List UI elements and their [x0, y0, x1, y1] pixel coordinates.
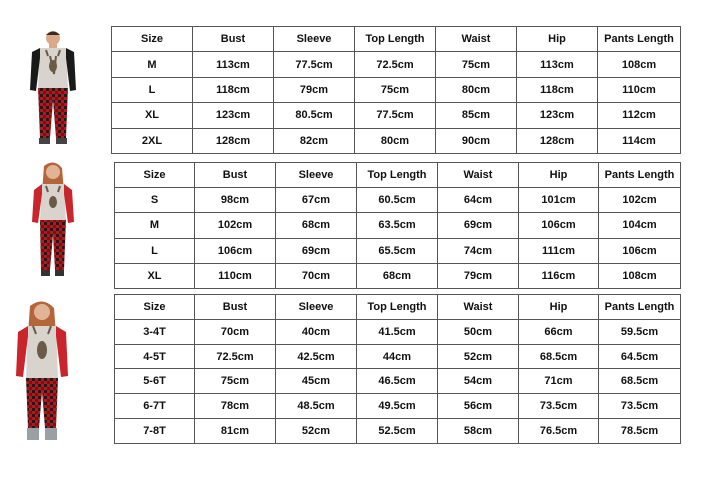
adult-man-figure: [22, 28, 82, 154]
measurement-cell: 75cm: [355, 77, 436, 102]
measurement-cell: 74cm: [438, 238, 519, 263]
measurement-cell: 52cm: [438, 344, 519, 369]
measurement-cell: 69cm: [438, 213, 519, 238]
table-row: [115, 319, 681, 344]
header-cell: Bust: [195, 295, 276, 320]
measurement-cell: 98cm: [195, 188, 276, 213]
header-cell: Hip: [519, 295, 599, 320]
measurement-cell: 118cm: [517, 77, 598, 102]
size-cell: 4-5T: [115, 344, 195, 369]
measurement-cell: 70cm: [195, 319, 276, 344]
measurement-cell: 80.5cm: [274, 103, 355, 128]
header-cell: Top Length: [357, 163, 438, 188]
measurement-cell: 71cm: [519, 369, 599, 394]
measurement-cell: 123cm: [193, 103, 274, 128]
size-cell: XL: [112, 103, 193, 128]
measurement-cell: 52cm: [276, 419, 357, 444]
measurement-cell: 70cm: [276, 263, 357, 288]
measurement-cell: 73.5cm: [599, 394, 681, 419]
size-cell: S: [115, 188, 195, 213]
header-cell: Hip: [519, 163, 599, 188]
measurement-cell: 64.5cm: [599, 344, 681, 369]
header-cell: Sleeve: [276, 295, 357, 320]
measurement-cell: 106cm: [195, 238, 276, 263]
header-cell: Size: [115, 295, 195, 320]
header-cell: Bust: [195, 163, 276, 188]
size-table-kids: [114, 294, 681, 444]
measurement-cell: 65.5cm: [357, 238, 438, 263]
header-cell: Sleeve: [274, 27, 355, 52]
size-cell: 3-4T: [115, 319, 195, 344]
measurement-cell: 75cm: [195, 369, 276, 394]
measurement-cell: 58cm: [438, 419, 519, 444]
measurement-cell: 102cm: [599, 188, 681, 213]
table-row: [112, 128, 681, 153]
table-row: [115, 419, 681, 444]
measurement-cell: 82cm: [274, 128, 355, 153]
adult-woman-reindeer-pajama-figure-icon: [26, 162, 80, 288]
measurement-cell: 72.5cm: [195, 344, 276, 369]
size-cell: 5-6T: [115, 369, 195, 394]
table-header-row: [112, 27, 681, 52]
header-cell: Bust: [193, 27, 274, 52]
measurement-cell: 85cm: [436, 103, 517, 128]
size-cell: 7-8T: [115, 419, 195, 444]
measurement-cell: 77.5cm: [274, 52, 355, 77]
size-cell: M: [115, 213, 195, 238]
measurement-cell: 128cm: [193, 128, 274, 153]
measurement-cell: 118cm: [193, 77, 274, 102]
header-cell: Top Length: [357, 295, 438, 320]
measurement-cell: 76.5cm: [519, 419, 599, 444]
measurement-cell: 48.5cm: [276, 394, 357, 419]
measurement-cell: 67cm: [276, 188, 357, 213]
adult-man-reindeer-pajama-figure-icon: [22, 28, 82, 154]
measurement-cell: 106cm: [519, 213, 599, 238]
measurement-cell: 114cm: [598, 128, 681, 153]
measurement-cell: 77.5cm: [355, 103, 436, 128]
measurement-cell: 106cm: [599, 238, 681, 263]
header-cell: Waist: [436, 27, 517, 52]
measurement-cell: 45cm: [276, 369, 357, 394]
measurement-cell: 73.5cm: [519, 394, 599, 419]
measurement-cell: 64cm: [438, 188, 519, 213]
measurement-cell: 68.5cm: [599, 369, 681, 394]
measurement-cell: 112cm: [598, 103, 681, 128]
size-cell: L: [115, 238, 195, 263]
measurement-cell: 41.5cm: [357, 319, 438, 344]
header-cell: Hip: [517, 27, 598, 52]
measurement-cell: 44cm: [357, 344, 438, 369]
table-header-row: [115, 295, 681, 320]
measurement-cell: 68cm: [276, 213, 357, 238]
measurement-cell: 68.5cm: [519, 344, 599, 369]
measurement-cell: 50cm: [438, 319, 519, 344]
measurement-cell: 113cm: [517, 52, 598, 77]
measurement-cell: 81cm: [195, 419, 276, 444]
measurement-cell: 42.5cm: [276, 344, 357, 369]
table-row: [112, 103, 681, 128]
measurement-cell: 56cm: [438, 394, 519, 419]
measurement-cell: 110cm: [195, 263, 276, 288]
measurement-cell: 102cm: [195, 213, 276, 238]
measurement-cell: 128cm: [517, 128, 598, 153]
header-cell: Waist: [438, 163, 519, 188]
table-row: [115, 263, 681, 288]
table-row: [115, 394, 681, 419]
measurement-cell: 68cm: [357, 263, 438, 288]
measurement-cell: 90cm: [436, 128, 517, 153]
header-cell: Sleeve: [276, 163, 357, 188]
measurement-cell: 80cm: [355, 128, 436, 153]
measurement-cell: 78cm: [195, 394, 276, 419]
size-cell: 2XL: [112, 128, 193, 153]
measurement-cell: 123cm: [517, 103, 598, 128]
measurement-cell: 69cm: [276, 238, 357, 263]
table-row: [115, 369, 681, 394]
measurement-cell: 111cm: [519, 238, 599, 263]
measurement-cell: 104cm: [599, 213, 681, 238]
header-cell: Top Length: [355, 27, 436, 52]
table-row: [115, 344, 681, 369]
measurement-cell: 49.5cm: [357, 394, 438, 419]
size-table-adult-men: [111, 26, 681, 154]
kid-girl-figure: [14, 300, 72, 445]
measurement-cell: 79cm: [274, 77, 355, 102]
adult-woman-figure: [26, 162, 80, 288]
header-cell: Waist: [438, 295, 519, 320]
measurement-cell: 75cm: [436, 52, 517, 77]
measurement-cell: 80cm: [436, 77, 517, 102]
header-cell: Size: [115, 163, 195, 188]
table-row: [112, 52, 681, 77]
measurement-cell: 72.5cm: [355, 52, 436, 77]
header-cell: Pants Length: [599, 163, 681, 188]
size-cell: 6-7T: [115, 394, 195, 419]
header-cell: Size: [112, 27, 193, 52]
kid-girl-reindeer-pajama-figure-icon: [14, 300, 72, 445]
table-row: [115, 238, 681, 263]
measurement-cell: 113cm: [193, 52, 274, 77]
measurement-cell: 110cm: [598, 77, 681, 102]
size-table-adult-women: [114, 162, 681, 289]
measurement-cell: 46.5cm: [357, 369, 438, 394]
measurement-cell: 101cm: [519, 188, 599, 213]
size-cell: XL: [115, 263, 195, 288]
table-header-row: [115, 163, 681, 188]
measurement-cell: 66cm: [519, 319, 599, 344]
measurement-cell: 79cm: [438, 263, 519, 288]
measurement-cell: 59.5cm: [599, 319, 681, 344]
size-cell: L: [112, 77, 193, 102]
measurement-cell: 116cm: [519, 263, 599, 288]
header-cell: Pants Length: [598, 27, 681, 52]
table-row: [112, 77, 681, 102]
measurement-cell: 40cm: [276, 319, 357, 344]
measurement-cell: 78.5cm: [599, 419, 681, 444]
measurement-cell: 52.5cm: [357, 419, 438, 444]
measurement-cell: 108cm: [598, 52, 681, 77]
measurement-cell: 63.5cm: [357, 213, 438, 238]
size-cell: M: [112, 52, 193, 77]
table-row: [115, 213, 681, 238]
measurement-cell: 60.5cm: [357, 188, 438, 213]
measurement-cell: 108cm: [599, 263, 681, 288]
table-row: [115, 188, 681, 213]
header-cell: Pants Length: [599, 295, 681, 320]
measurement-cell: 54cm: [438, 369, 519, 394]
